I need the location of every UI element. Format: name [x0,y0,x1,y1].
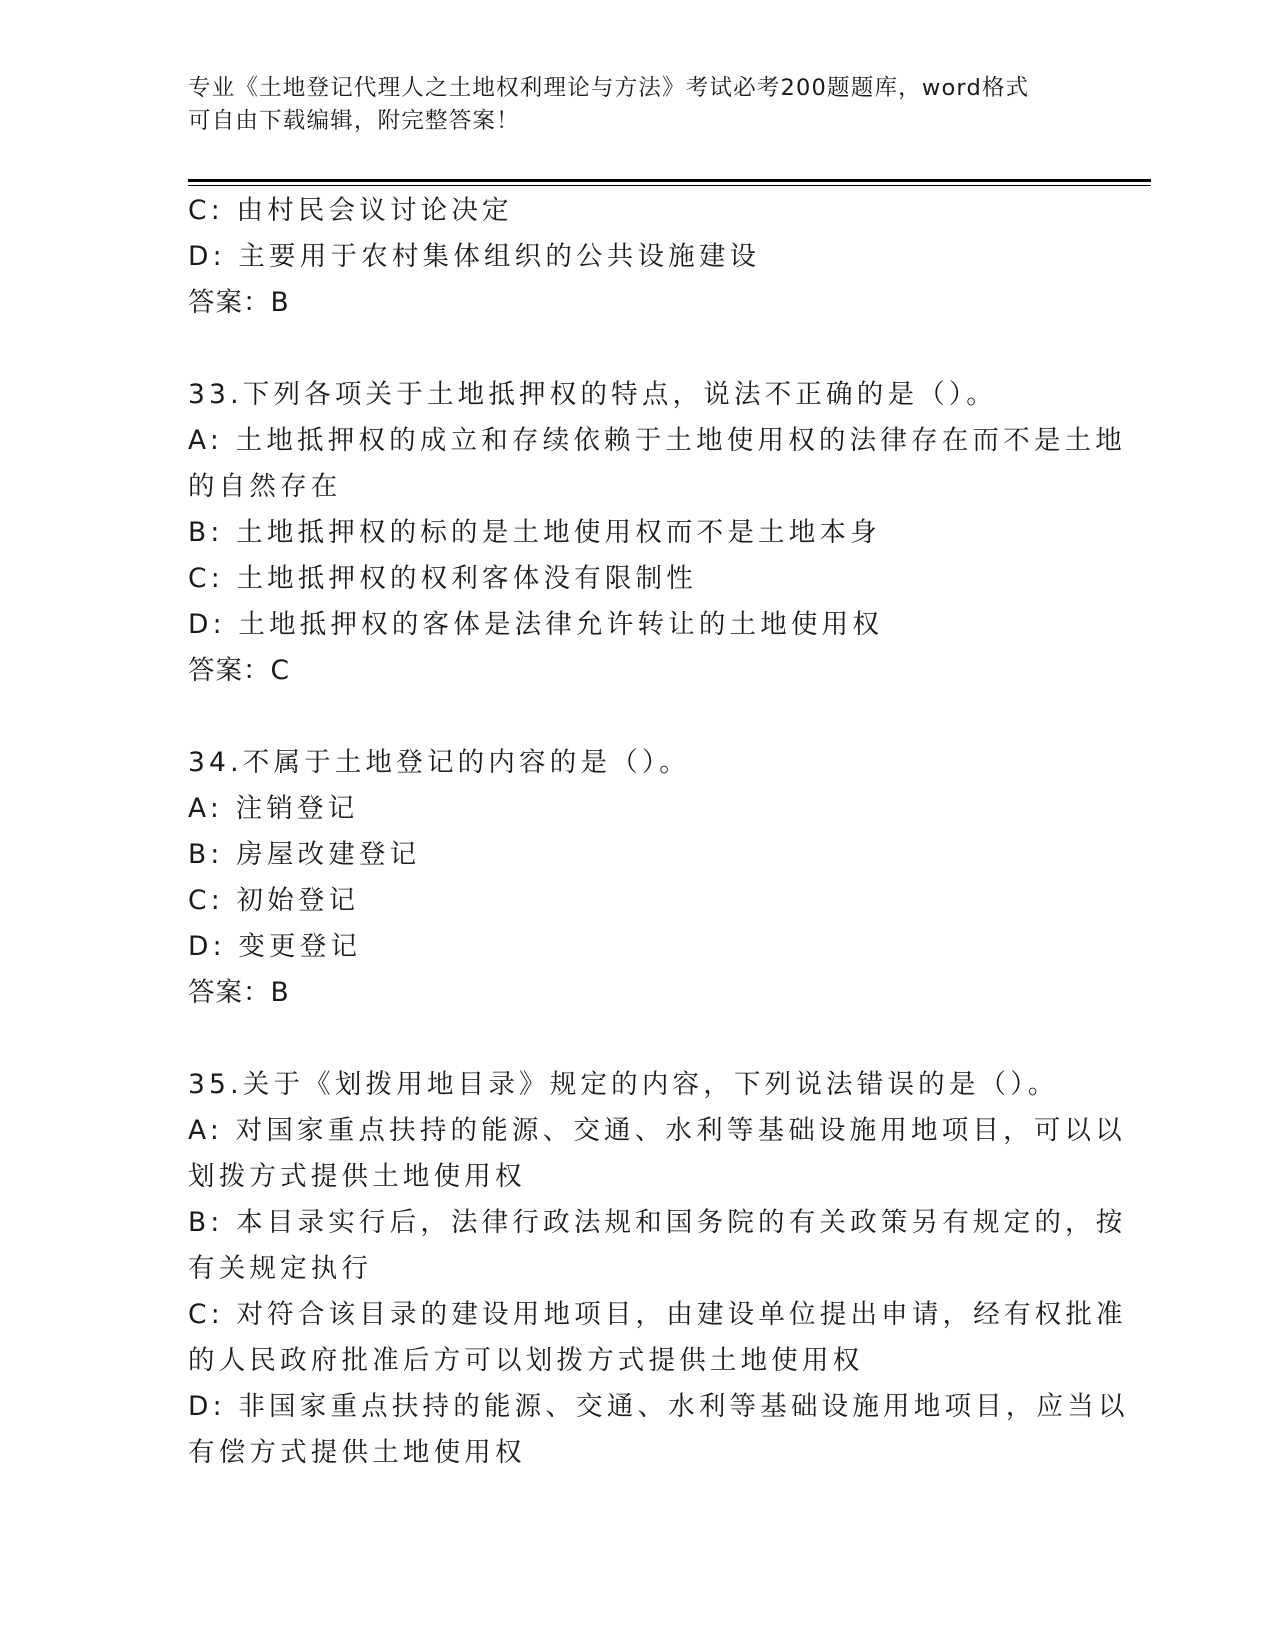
option-a: A: 土地抵押权的成立和存续依赖于土地使用权的法律存在而不是土地 [188,425,1126,456]
header-rule-thin [188,185,1151,186]
question-34 [188,740,1068,1016]
answer: 答案：C [188,655,291,686]
spacer [188,694,1068,740]
spacer [188,326,1068,372]
spacer [188,1016,1068,1062]
option-c: C: 对符合该目录的建设用地项目，由建设单位提出申请，经有权批准 [188,1299,1127,1330]
question-stem: 34.不属于土地登记的内容的是（）。 [188,747,690,778]
question-stem: 35.关于《划拨用地目录》规定的内容，下列说法错误的是（）。 [188,1069,1059,1100]
prev-option-c: C: 由村民会议讨论决定 [188,195,513,226]
option-a: A: 对国家重点扶持的能源、交通、水利等基础设施用地项目，可以以 [188,1115,1126,1146]
question-stem: 33.下列各项关于土地抵押权的特点，说法不正确的是（）。 [188,379,997,410]
option-b: B: 土地抵押权的标的是土地使用权而不是土地本身 [188,517,881,548]
option-c: C: 土地抵押权的权利客体没有限制性 [188,563,697,594]
header-title-line-1: 专业《土地登记代理人之土地权利理论与方法》考试必考200题题库，word格式 [188,75,1030,101]
question-content [188,188,1129,1476]
option-b: B: 房屋改建登记 [188,839,421,870]
option-a-continued: 划拨方式提供土地使用权 [188,1161,526,1192]
question-35 [188,1062,1129,1476]
prev-answer: 答案：B [188,287,290,318]
option-b-continued: 有关规定执行 [188,1253,373,1284]
option-b: B: 本目录实行后，法律行政法规和国务院的有关政策另有规定的，按 [188,1207,1127,1238]
option-a: A: 注销登记 [188,793,359,824]
header-title-line-2: 可自由下载编辑，附完整答案！ [188,108,520,134]
option-c-continued: 的人民政府批准后方可以划拨方式提供土地使用权 [188,1345,864,1376]
question-33 [188,372,1126,694]
prev-option-d: D: 主要用于农村集体组织的公共设施建设 [188,241,761,272]
option-d: D: 非国家重点扶持的能源、交通、水利等基础设施用地项目，应当以 [188,1391,1129,1422]
header-rule-thick [188,179,1151,182]
answer: 答案：B [188,977,290,1008]
option-a-continued: 的自然存在 [188,471,342,502]
page-header [188,72,1068,138]
option-c: C: 初始登记 [188,885,360,916]
option-d: D: 土地抵押权的客体是法律允许转让的土地使用权 [188,609,884,640]
option-d: D: 变更登记 [188,931,362,962]
option-d-continued: 有偿方式提供土地使用权 [188,1437,526,1468]
